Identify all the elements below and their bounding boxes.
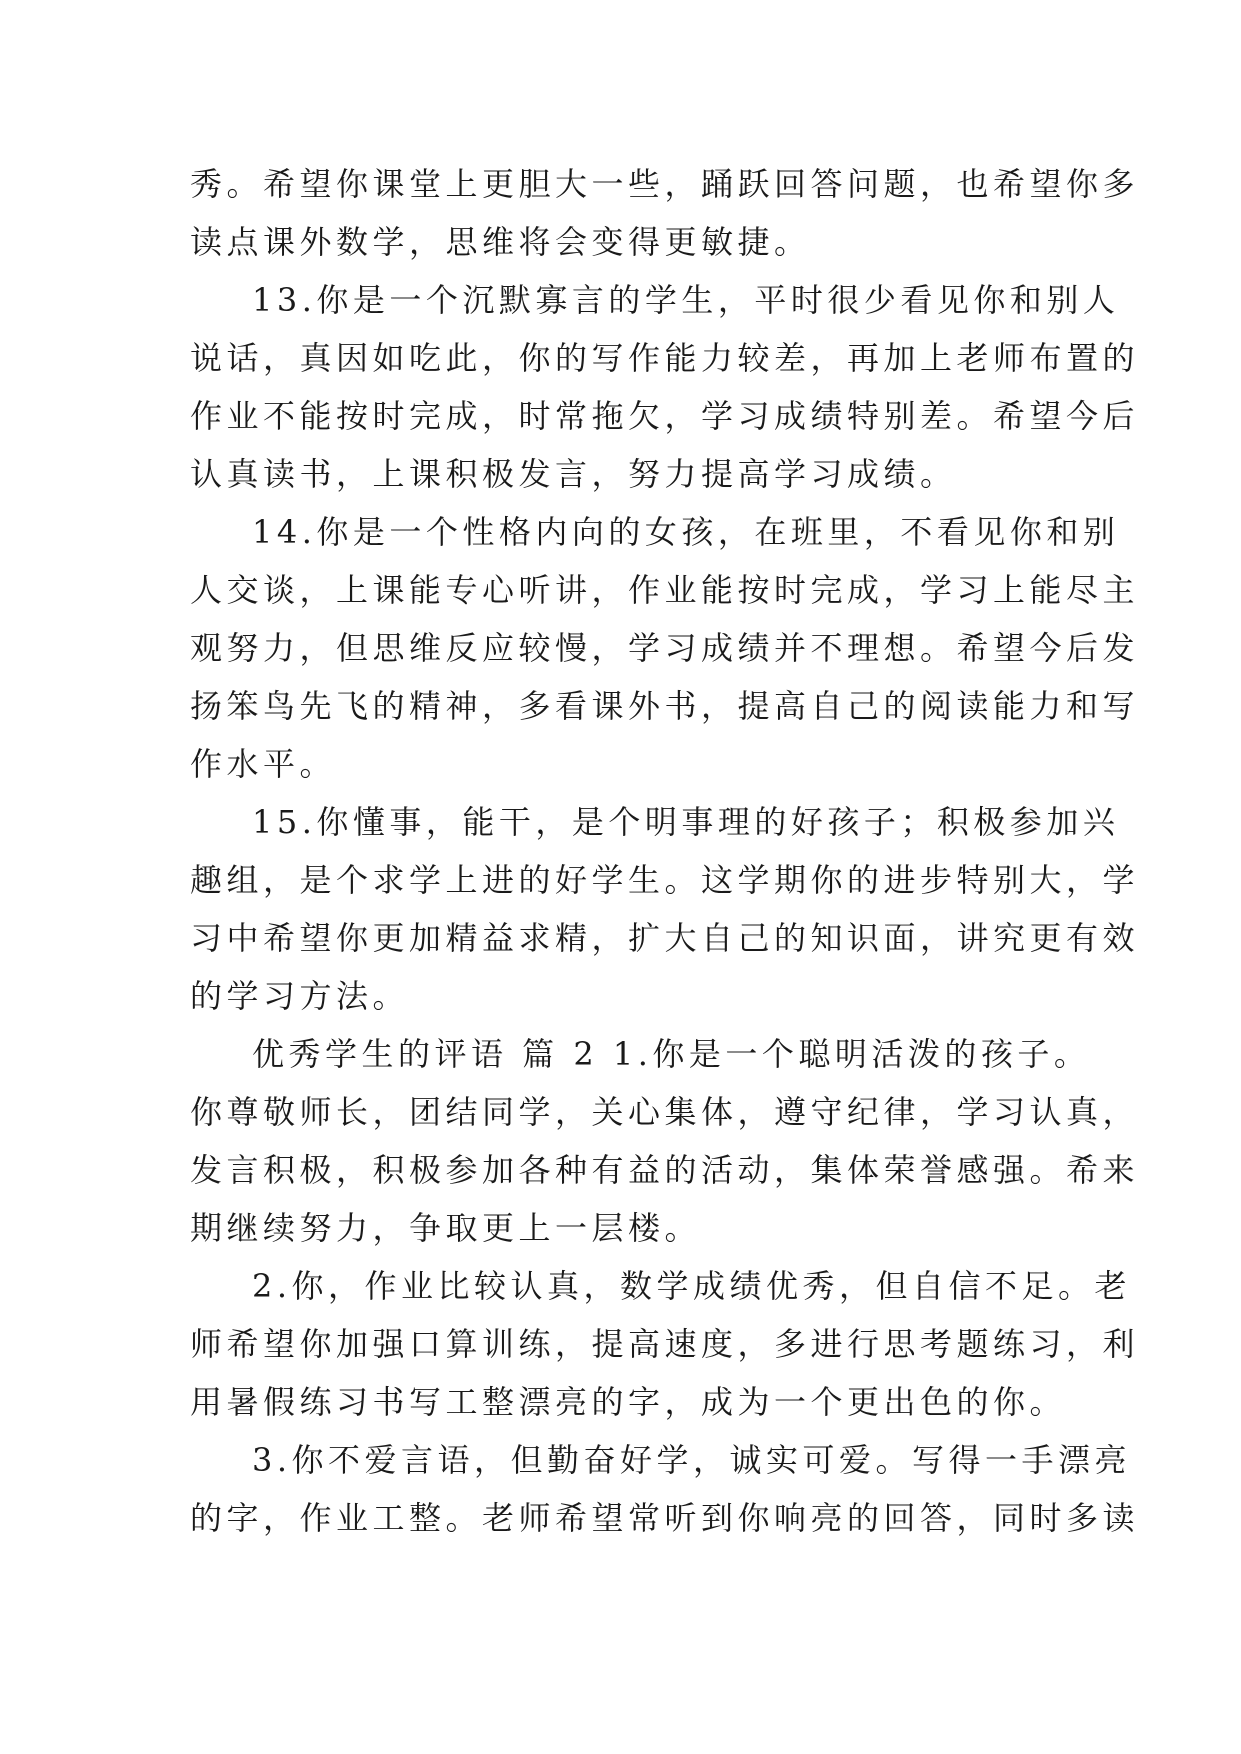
text-line: 秀。希望你课堂上更胆大一些，踊跃回答问题，也希望你多 bbox=[190, 165, 1140, 203]
text-line: 2.你，作业比较认真，数学成绩优秀，但自信不足。老 bbox=[252, 1267, 1132, 1305]
text-line: 的字，作业工整。老师希望常听到你响亮的回答，同时多读 bbox=[190, 1499, 1140, 1537]
text-line: 的学习方法。 bbox=[190, 977, 410, 1015]
text-line: 发言积极，积极参加各种有益的活动，集体荣誉感强。希来 bbox=[190, 1151, 1140, 1189]
text-line: 作业不能按时完成，时常拖欠，学习成绩特别差。希望今后 bbox=[190, 397, 1140, 435]
text-line: 师希望你加强口算训练，提高速度，多进行思考题练习，利 bbox=[190, 1325, 1140, 1363]
text-line: 14.你是一个性格内向的女孩，在班里，不看见你和别 bbox=[252, 513, 1120, 551]
text-line: 观努力，但思维反应较慢，学习成绩并不理想。希望今后发 bbox=[190, 629, 1140, 667]
text-line: 你尊敬师长，团结同学，关心集体，遵守纪律，学习认真， bbox=[190, 1093, 1140, 1131]
text-line: 用暑假练习书写工整漂亮的字，成为一个更出色的你。 bbox=[190, 1383, 1067, 1421]
text-line: 作水平。 bbox=[190, 745, 337, 783]
text-line: 认真读书，上课积极发言，努力提高学习成绩。 bbox=[190, 455, 957, 493]
text-line: 3.你不爱言语，但勤奋好学，诚实可爱。写得一手漂亮 bbox=[252, 1441, 1132, 1479]
text-line: 读点课外数学，思维将会变得更敏捷。 bbox=[190, 223, 811, 261]
section-heading-line: 优秀学生的评语 篇 2 1.你是一个聪明活泼的孩子。 bbox=[252, 1035, 1091, 1073]
text-line: 13.你是一个沉默寡言的学生，平时很少看见你和别人 bbox=[252, 281, 1120, 319]
text-line: 说话，真因如吃此，你的写作能力较差，再加上老师布置的 bbox=[190, 339, 1140, 377]
text-line: 扬笨鸟先飞的精神，多看课外书，提高自己的阅读能力和写 bbox=[190, 687, 1140, 725]
text-line: 人交谈，上课能专心听讲，作业能按时完成，学习上能尽主 bbox=[190, 571, 1140, 609]
text-line: 期继续努力，争取更上一层楼。 bbox=[190, 1209, 702, 1247]
text-line: 习中希望你更加精益求精，扩大自己的知识面，讲究更有效 bbox=[190, 919, 1140, 957]
text-line: 15.你懂事，能干，是个明事理的好孩子；积极参加兴 bbox=[252, 803, 1120, 841]
text-line: 趣组，是个求学上进的好学生。这学期你的进步特别大，学 bbox=[190, 861, 1140, 899]
